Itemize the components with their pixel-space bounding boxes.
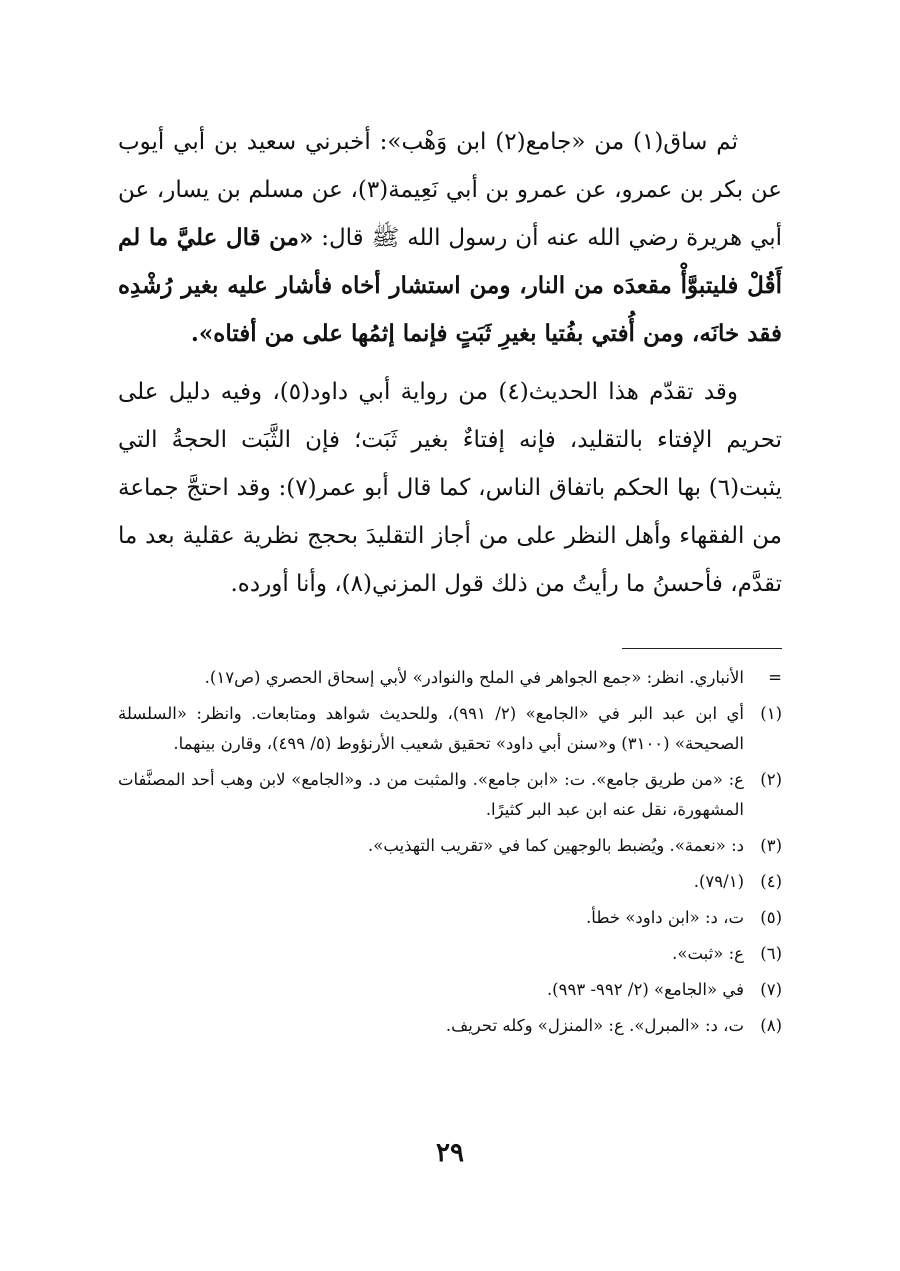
footnote-mark: (١) [760,704,782,723]
paragraph-1 [118,118,782,358]
footnote-mark: = [768,668,782,687]
footnote-text: ع: «ثبت». [672,944,744,963]
footnote-text: (٧٩/١). [693,872,744,891]
footnote-text: ت، د: «المبرل». ع: «المنزل» وكله تحريف. [445,1016,744,1035]
footnote-2 [118,765,782,825]
footnote-divider [622,648,782,649]
footnote-text: الأنباري. انظر: «جمع الجواهر في الملح والنوادر» لأبي إسحاق الحصري (ص١٧). [204,668,744,687]
footnote-text: ع: «من طريق جامع». ت: «ابن جامع». والمثبت من د. و«الجامع» لابن وهب أحد المصنَّفات المشهورة، نقل عنه ابن عبد البر كثيرًا. [118,770,744,819]
page-number: ٢٩ [436,1138,464,1168]
footnote-mark: (٥) [760,908,782,927]
hadith-text: «من قال عليَّ ما لم أَقُلْ فليتبوَّأْ مقعدَه من النار، ومن استشار أخاه فأشار عليه بغير رُشْدِه فقد خانَه، ومن أُفتي بفُتيا بغيرِ ثَبَتٍ فإنما إثمُها على من أفتاه». [118,224,782,347]
footnote-5 [118,903,782,933]
footnote-text: ت، د: «ابن داود» خطأ. [586,908,744,927]
footnote-continuation [118,663,782,693]
footnote-mark: (٦) [760,944,782,963]
footnote-4 [118,867,782,897]
footnote-mark: (٨) [760,1016,782,1035]
footnote-mark: (٤) [760,872,782,891]
footnote-8 [118,1011,782,1041]
footnotes [118,663,782,1047]
footnote-6 [118,939,782,969]
footnote-text: في «الجامع» (٢/ ٩٩٢- ٩٩٣). [546,980,744,999]
footnote-text: د: «نعمة». ويُضبط بالوجهين كما في «تقريب التهذيب». [367,836,744,855]
paragraph-2: وقد تقدّم هذا الحديث(٤) من رواية أبي داود(٥)، وفيه دليل على تحريم الإفتاء بالتقليد، فإنه إفتاءٌ بغير ثَبَت؛ فإن الثَّبَت الحجةُ التي يثبت(٦) بها الحكم باتفاق الناس، كما قال أبو عمر(٧): وقد احتجَّ جماعة من الفقهاء وأهل النظر على من أجاز التقليدَ بحجج نظرية عقلية بعد ما تقدَّم، فأحسنُ ما رأيتُ من ذلك قول المزني(٨)، وأنا أورده. [118,379,782,597]
footnote-3 [118,831,782,861]
book-page [118,118,782,1258]
footnote-7 [118,975,782,1005]
footnote-text: أي ابن عبد البر في «الجامع» (٢/ ٩٩١)، وللحديث شواهد ومتابعات. وانظر: «السلسلة الصحيحة» (٣١٠٠) و«سنن أبي داود» تحقيق شعيب الأرنؤوط (٥/ ٤٩٩)، وقارن بينهما. [118,704,744,753]
footnote-mark: (٢) [760,770,782,789]
paragraph-1-intro: ثم ساق(١) من «جامع(٢) ابن وَهْب»: أخبرني سعيد بن أبي أيوب عن بكر بن عمرو، عن عمرو بن أبي نَعِيمة(٣)، عن مسلم بن يسار، عن أبي هريرة رضي الله عنه أن رسول الله ﷺ قال: [118,129,783,251]
main-text [118,118,782,608]
footnote-mark: (٣) [760,836,782,855]
footnote-mark: (٧) [760,980,782,999]
footnote-1 [118,699,782,759]
